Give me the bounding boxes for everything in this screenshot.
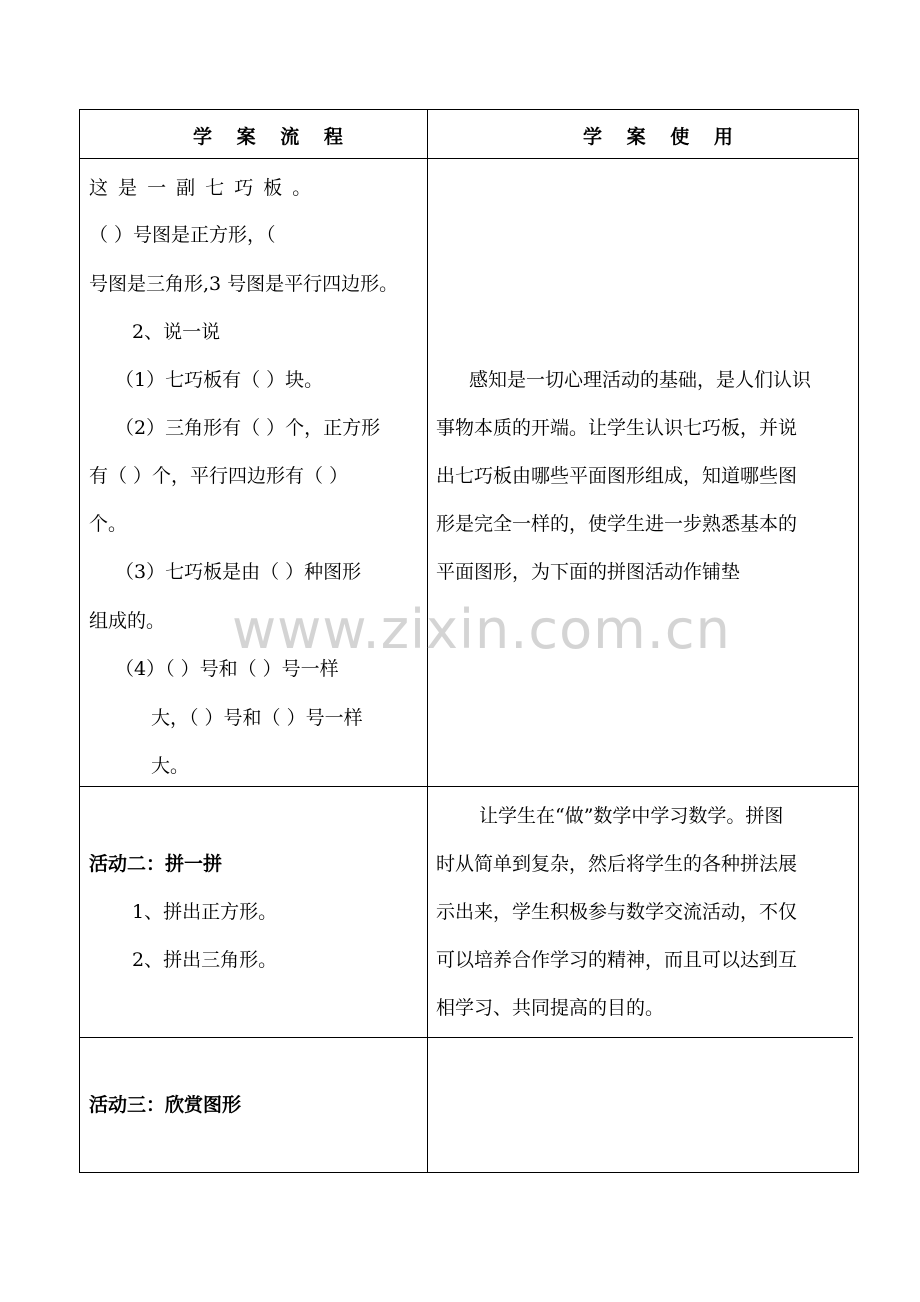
section2-divider: [79, 1037, 853, 1038]
s2-right-line-5: 相学习、共同提高的目的。: [436, 997, 665, 1019]
s1-left-line-5: （1）七巧板有（ ）块。: [115, 369, 324, 391]
s1-left-line-7: 有（ ）个，平行四边形有（ ）: [89, 465, 349, 487]
s1-right-line-4: 形是完全一样的，使学生进一步熟悉基本的: [436, 513, 798, 535]
s2-right-line-2: 时从简单到复杂，然后将学生的各种拼法展: [436, 853, 798, 875]
s1-left-line-13: 大。: [151, 755, 190, 777]
s2-item-1: 1、拼出正方形。: [132, 901, 278, 923]
s1-right-line-1: 感知是一切心理活动的基础，是人们认识: [469, 369, 812, 391]
s1-left-line-4: 2、说一说: [132, 321, 221, 343]
table-border-top: [79, 109, 859, 110]
s1-left-line-2: （ ）号图是正方形，（: [89, 224, 276, 246]
s1-right-line-2: 事物本质的开端。让学生认识七巧板，并说: [436, 417, 798, 439]
s1-left-line-6: （2）三角形有（ ）个，正方形: [115, 417, 381, 439]
s1-right-line-3: 出七巧板由哪些平面图形组成，知道哪些图: [436, 465, 798, 487]
s2-right-line-4: 可以培养合作学习的精神，而且可以达到互: [436, 949, 798, 971]
s1-left-line-10: 组成的。: [89, 610, 166, 632]
s3-title: 活动三：欣赏图形: [89, 1094, 242, 1116]
s2-title: 活动二：拼一拼: [89, 853, 223, 875]
s1-left-line-9: （3）七巧板是由（ ）种图形: [115, 561, 362, 583]
table-border-left: [79, 109, 80, 1173]
s1-left-line-11: （4）（ ）号和（ ）号一样: [115, 658, 339, 680]
watermark: www.zixin.com.cn: [232, 598, 731, 661]
header-divider: [79, 158, 859, 159]
s1-left-line-3: 号图是三角形,3 号图是平行四边形。: [89, 273, 399, 295]
s2-item-2: 2、拼出三角形。: [132, 949, 278, 971]
table-border-bottom: [79, 1172, 859, 1173]
header-left: 学 案 流 程: [193, 126, 352, 148]
s2-right-line-1: 让学生在“做”数学中学习数学。拼图: [479, 805, 784, 827]
s2-right-line-3: 示出来，学生积极参与数学交流活动，不仅: [436, 901, 798, 923]
s1-left-line-1: 这 是 一 副 七 巧 板 。: [89, 177, 314, 199]
section1-divider: [79, 786, 859, 787]
s1-right-line-5: 平面图形，为下面的拼图活动作铺垫: [436, 561, 741, 583]
s1-left-line-12: 大，（ ）号和（ ）号一样: [151, 707, 363, 729]
s1-left-line-8: 个。: [89, 513, 128, 535]
table-border-right: [858, 109, 859, 1173]
header-right: 学 案 使 用: [583, 126, 742, 148]
